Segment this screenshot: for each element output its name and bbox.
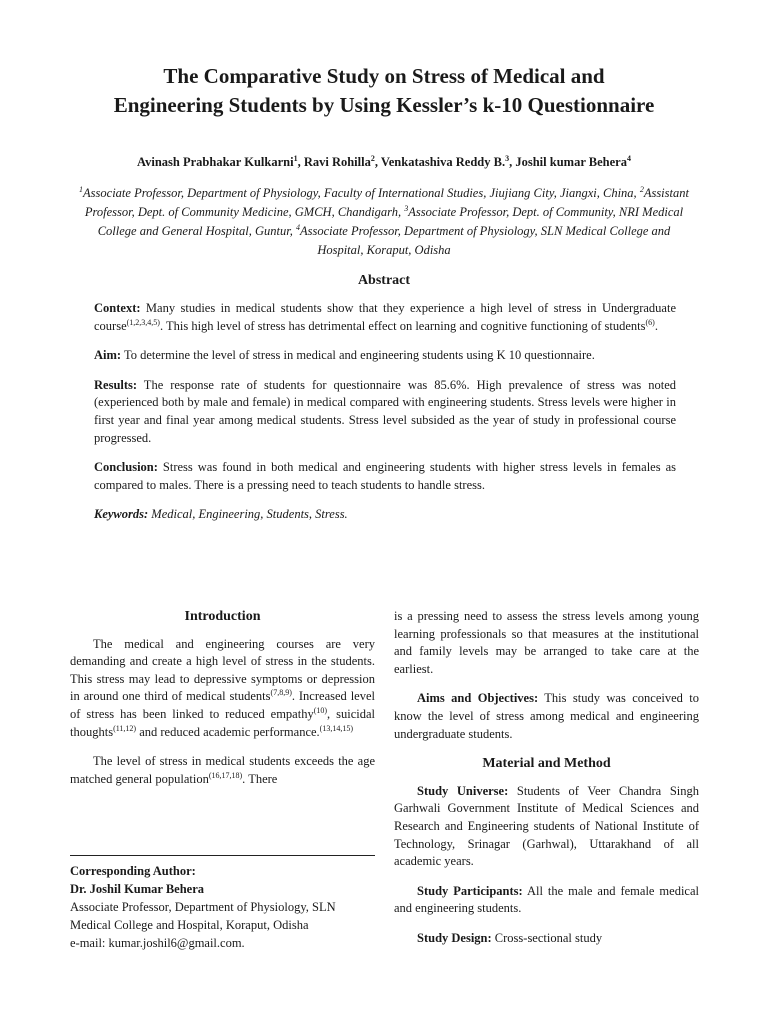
affiliation-sup: 3 [404,203,409,213]
author-separator: , [509,155,516,169]
affiliation-text: Associate Professor, Dept. of Community, NRI Medical College and General Hospital, Guntur, [97,205,684,238]
affiliation-text: Associate Professor, Department of Physiology, SLN Medical College and Hospital, Koraput, Odisha [299,224,671,257]
intro-text: . There [242,771,278,786]
citation: (10) [313,705,328,715]
aims-text: This study was conceived to know the level of stress among medical and engineering undergraduate students. [394,691,700,741]
corresponding-affiliation-line: Associate Professor, Department of Physiology, SLN [70,900,336,914]
results-text: The response rate of students for questionnaire was 85.6%. High prevalence of stress was noted (experienced both by male and female) in medical compared with engineering students. Stress levels were higher in first year and final year among medical students. Stress level subsided as the year of study in professional course progressed. [94,377,676,445]
author-name: Ravi Rohilla [303,155,371,169]
title-line-1: The Comparative Study on Stress of Medical and [163,64,605,88]
affiliations [78,184,690,260]
corresponding-name: Dr. Joshil Kumar Behera [70,882,205,896]
affiliation-sup: 4 [295,222,300,232]
context-label: Context: [94,301,141,315]
participants-text: All the male and female medical and engineering students. [394,883,700,916]
aims-label: Aims and Objectives: [417,691,539,706]
footnote-divider [70,855,375,856]
aim-label: Aim: [94,348,122,363]
title-line-2: Engineering Students by Using Kessler’s k-10 Questionnaire [113,93,655,117]
affiliation-sup: 1 [79,184,84,194]
author-name: Avinash Prabhakar Kulkarni [137,155,294,169]
author-sup: 4 [626,153,631,163]
context-text: Many studies in medical students show that they experience a high level of stress in Undergraduate course [94,301,676,333]
aim-text: To determine the level of stress in medical and engineering students using K 10 questionnaire. [121,348,595,363]
abstract-results [94,377,676,447]
abstract-context [94,300,676,335]
design-text: Cross-sectional study [491,930,603,945]
corresponding-author-block [70,862,380,952]
abstract-aim [94,347,676,365]
corresponding-label: Corresponding Author: [70,864,196,878]
keywords-label: Keywords: [94,507,149,522]
citation: (7,8,9) [270,688,292,698]
intro-text: . Increased level of stress has been linked to reduced empathy [70,689,375,721]
participants-label: Study Participants: [417,883,523,898]
citation: (1,2,3,4,5) [126,317,160,327]
intro-text: and reduced academic performance. [136,724,320,739]
intro-text: The medical and engineering courses are very demanding and create a high level of stress in the students. This stress may lead to depressive symptoms or depression in around one third of medical students [70,636,375,704]
abstract-conclusion [94,459,676,494]
introduction-heading: Introduction [184,609,261,624]
affiliation-text: Assistant Professor, Dept. of Community Medicine, GMCH, Chandigarh, [84,186,689,219]
citation: (13,14,15) [319,723,353,733]
intro-continuation: is a pressing need to assess the stress levels among young learning professionals so that measures at the institutional and family levels may be arranged to take care at the earliest. [394,609,699,676]
citation: (16,17,18) [208,770,243,780]
abstract-heading: Abstract [357,273,411,288]
study-universe-paragraph [394,783,699,871]
corresponding-affiliation-line: Medical College and Hospital, Koraput, Odisha [70,918,309,932]
context-text: . [654,318,658,333]
author-list [40,153,728,171]
aims-paragraph [394,690,699,743]
study-participants-paragraph [394,883,699,918]
author-sup: 2 [370,153,375,163]
paper-title [40,62,728,120]
author-separator: , [297,155,304,169]
author-sup: 1 [293,153,298,163]
results-label: Results: [94,377,138,392]
author-sup: 3 [505,153,510,163]
affiliation-sup: 2 [639,184,644,194]
intro-paragraph-1 [70,636,375,742]
author-name: Joshil kumar Behera [515,155,627,169]
affiliation-text: Associate Professor, Department of Physiology, Faculty of International Studies, Jiujiang City, Jiangxi, China, [83,186,640,200]
citation: (6) [645,317,655,327]
intro-paragraph-2 [70,753,375,788]
corresponding-email: e-mail: kumar.joshil6@gmail.com. [70,936,245,950]
intro-text: The level of stress in medical students exceeds the age matched general population [70,754,375,786]
study-design-paragraph [394,930,699,948]
conclusion-text: Stress was found in both medical and engineering students with higher stress levels in females as compared to males. There is a pressing need to teach students to handle stress. [94,460,676,492]
intro-text: , suicidal thoughts [70,706,375,739]
keywords-text: Medical, Engineering, Students, Stress. [148,507,348,522]
context-text: . This high level of stress has detrimental effect on learning and cognitive functioning of students [159,318,646,333]
right-column [394,608,699,960]
conclusion-label: Conclusion: [94,460,158,475]
method-heading: Material and Method [482,756,611,772]
design-label: Study Design: [417,930,492,945]
left-column [70,608,375,800]
citation: (11,12) [113,723,137,733]
abstract-keywords [94,506,676,524]
author-name: Venkatashiva Reddy B. [380,155,506,169]
abstract-body [94,300,676,536]
universe-label: Study Universe: [417,783,509,798]
universe-text: Students of Veer Chandra Singh Garhwali Government Institute of Medical Sciences and Research and Engineering students of National Institute of Technology, Srinagar (Garhwal), Uttarakhand of all academic years. [394,783,699,869]
author-separator: , [374,155,381,169]
